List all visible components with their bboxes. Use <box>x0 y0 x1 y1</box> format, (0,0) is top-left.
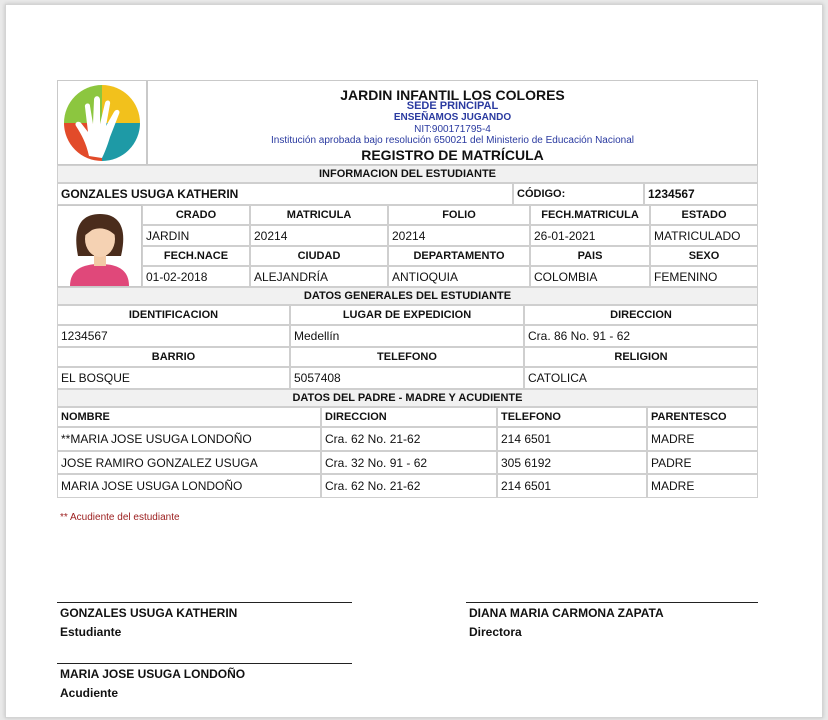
student-signature-role: Estudiante <box>60 625 122 639</box>
label-ciudad: CIUDAD <box>250 246 388 266</box>
label-direccion: DIRECCION <box>524 305 758 325</box>
parent-row-3-direccion: Cra. 62 No. 21-62 <box>321 474 497 498</box>
value-barrio: EL BOSQUE <box>57 367 290 389</box>
value-estado: MATRICULADO <box>650 225 758 246</box>
label-telefono: TELEFONO <box>290 347 524 367</box>
guardian-signature-line <box>57 663 352 664</box>
document-page <box>5 4 823 718</box>
label-lugar-expedicion: LUGAR DE EXPEDICION <box>290 305 524 325</box>
label-identificacion: IDENTIFICACION <box>57 305 290 325</box>
col-header-parentesco: PARENTESCO <box>647 407 758 427</box>
guardian-footnote: ** Acudiente del estudiante <box>60 512 180 523</box>
value-identificacion: 1234567 <box>57 325 290 347</box>
parent-row-3-parentesco: MADRE <box>647 474 758 498</box>
label-sexo: SEXO <box>650 246 758 266</box>
school-logo-icon <box>59 82 145 164</box>
school-name: JARDIN INFANTIL LOS COLORES <box>340 87 565 103</box>
value-telefono: 5057408 <box>290 367 524 389</box>
director-signature-role: Directora <box>469 625 522 639</box>
section-student-info: INFORMACION DEL ESTUDIANTE <box>57 165 758 183</box>
col-header-direccion: DIRECCION <box>321 407 497 427</box>
label-barrio: BARRIO <box>57 347 290 367</box>
header-logo-cell <box>57 80 147 165</box>
student-photo-cell <box>57 205 142 287</box>
parent-row-1-nombre: **MARIA JOSE USUGA LONDOÑO <box>57 427 321 451</box>
director-signature-name: DIANA MARIA CARMONA ZAPATA <box>469 606 664 620</box>
label-fecha-matricula: FECH.MATRICULA <box>530 205 650 225</box>
guardian-signature-role: Acudiente <box>60 686 119 700</box>
label-departamento: DEPARTAMENTO <box>388 246 530 266</box>
col-header-nombre: NOMBRE <box>57 407 321 427</box>
value-fecha-matricula: 26-01-2021 <box>530 225 650 246</box>
parent-row-3-telefono: 214 6501 <box>497 474 647 498</box>
value-sexo: FEMENINO <box>650 266 758 287</box>
value-pais: COLOMBIA <box>530 266 650 287</box>
section-general-data: DATOS GENERALES DEL ESTUDIANTE <box>57 287 758 305</box>
label-folio: FOLIO <box>388 205 530 225</box>
parent-row-1-parentesco: MADRE <box>647 427 758 451</box>
code-label: CÓDIGO: <box>513 183 644 205</box>
value-religion: CATOLICA <box>524 367 758 389</box>
header-title-cell <box>147 80 758 165</box>
value-departamento: ANTIOQUIA <box>388 266 530 287</box>
parent-row-3-nombre: MARIA JOSE USUGA LONDOÑO <box>57 474 321 498</box>
label-grado: CRADO <box>142 205 250 225</box>
student-avatar-icon <box>58 206 141 286</box>
approval-text: Institución aprobada bajo resolución 650021 del Ministerio de Educación Nacional <box>270 135 634 146</box>
parent-row-2-parentesco: PADRE <box>647 451 758 474</box>
student-signature-name: GONZALES USUGA KATHERIN <box>60 606 238 620</box>
value-matricula: 20214 <box>250 225 388 246</box>
value-grado: JARDIN <box>142 225 250 246</box>
value-direccion: Cra. 86 No. 91 - 62 <box>524 325 758 347</box>
campus-label: SEDE PRINCIPAL <box>406 100 499 112</box>
nit-label: NIT:900171795-4 <box>414 124 491 135</box>
slogan: ENSEÑAMOS JUGANDO <box>393 112 512 123</box>
label-estado: ESTADO <box>650 205 758 225</box>
director-signature-line <box>466 602 758 603</box>
section-parents: DATOS DEL PADRE - MADRE Y ACUDIENTE <box>57 389 758 407</box>
value-ciudad: ALEJANDRÍA <box>250 266 388 287</box>
parent-row-2-telefono: 305 6192 <box>497 451 647 474</box>
student-full-name: GONZALES USUGA KATHERIN <box>57 183 513 205</box>
code-value: 1234567 <box>644 183 758 205</box>
col-header-telefono: TELEFONO <box>497 407 647 427</box>
label-fecha-nacimiento: FECH.NACE <box>142 246 250 266</box>
parent-row-1-direccion: Cra. 62 No. 21-62 <box>321 427 497 451</box>
guardian-signature-name: MARIA JOSE USUGA LONDOÑO <box>60 667 246 681</box>
label-religion: RELIGION <box>524 347 758 367</box>
student-signature-line <box>57 602 352 603</box>
label-pais: PAIS <box>530 246 650 266</box>
value-lugar-expedicion: Medellín <box>290 325 524 347</box>
parent-row-2-direccion: Cra. 32 No. 91 - 62 <box>321 451 497 474</box>
parent-row-2-nombre: JOSE RAMIRO GONZALEZ USUGA <box>57 451 321 474</box>
value-folio: 20214 <box>388 225 530 246</box>
document-title: REGISTRO DE MATRÍCULA <box>361 147 544 163</box>
label-matricula: MATRICULA <box>250 205 388 225</box>
parent-row-1-telefono: 214 6501 <box>497 427 647 451</box>
value-fecha-nacimiento: 01-02-2018 <box>142 266 250 287</box>
